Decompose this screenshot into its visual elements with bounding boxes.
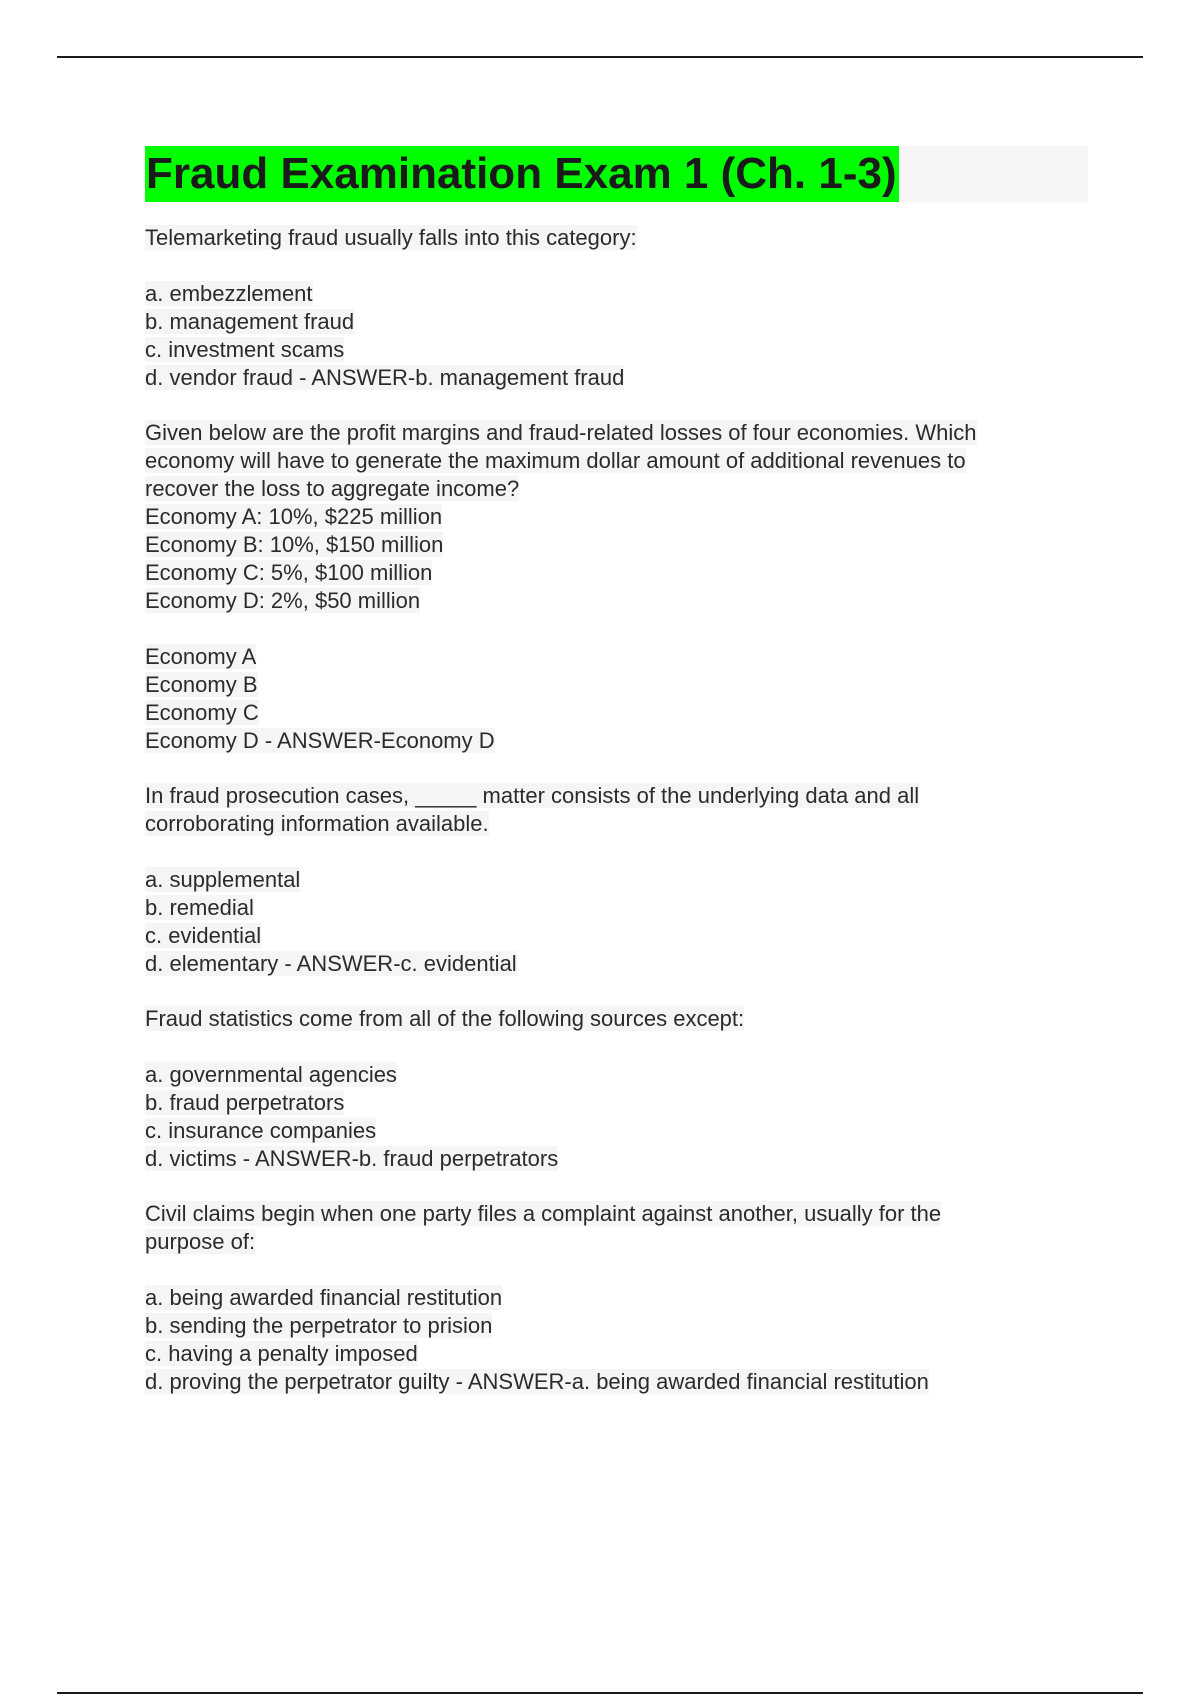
question-text-line: purpose of: xyxy=(145,1229,256,1254)
question-text-line: Given below are the profit margins and fraud-related losses of four economies. Which xyxy=(145,420,977,445)
option-line: Economy C xyxy=(145,700,259,725)
question-text-line: Telemarketing fraud usually falls into this category: xyxy=(145,225,637,250)
question-text-line: corroborating information available. xyxy=(145,811,489,836)
footer-rule xyxy=(57,1692,1143,1694)
option-line: a. supplemental xyxy=(145,867,301,892)
question-text-line: economy will have to generate the maximum dollar amount of additional revenues to xyxy=(145,448,966,473)
option-line: b. fraud perpetrators xyxy=(145,1090,345,1115)
question-text-line: Economy B: 10%, $150 million xyxy=(145,532,444,557)
question-block xyxy=(145,224,1088,392)
option-line: c. evidential xyxy=(145,923,262,948)
question-text-line: In fraud prosecution cases, _____ matter consists of the underlying data and all xyxy=(145,783,920,808)
option-answer-line: d. vendor fraud - ANSWER-b. management fraud xyxy=(145,365,625,390)
option-line: b. remedial xyxy=(145,895,254,920)
option-line: a. governmental agencies xyxy=(145,1062,397,1087)
header-rule xyxy=(57,56,1143,58)
question-block xyxy=(145,419,1088,755)
option-answer-line: d. victims - ANSWER-b. fraud perpetrators xyxy=(145,1146,559,1171)
document-body xyxy=(145,146,1088,1423)
document-title: Fraud Examination Exam 1 (Ch. 1-3) xyxy=(145,146,899,202)
option-line: c. insurance companies xyxy=(145,1118,377,1143)
option-answer-line: d. elementary - ANSWER-c. evidential xyxy=(145,951,517,976)
question-text-line: Civil claims begin when one party files a complaint against another, usually for the xyxy=(145,1201,942,1226)
question-text-line: Economy D: 2%, $50 million xyxy=(145,588,421,613)
option-line: c. having a penalty imposed xyxy=(145,1341,418,1366)
option-line: b. management fraud xyxy=(145,309,355,334)
question-block xyxy=(145,1005,1088,1173)
option-line: b. sending the perpetrator to prision xyxy=(145,1313,493,1338)
question-text-line: Economy A: 10%, $225 million xyxy=(145,504,443,529)
option-line: a. being awarded financial restitution xyxy=(145,1285,503,1310)
question-text-line: recover the loss to aggregate income? xyxy=(145,476,520,501)
question-text-line: Fraud statistics come from all of the following sources except: xyxy=(145,1006,745,1031)
question-text-line: Economy C: 5%, $100 million xyxy=(145,560,433,585)
option-line: a. embezzlement xyxy=(145,281,313,306)
option-line: c. investment scams xyxy=(145,337,345,362)
question-block xyxy=(145,1200,1088,1396)
option-answer-line: Economy D - ANSWER-Economy D xyxy=(145,728,495,753)
title-bar xyxy=(145,146,1088,202)
question-block xyxy=(145,782,1088,978)
option-answer-line: d. proving the perpetrator guilty - ANSWER-a. being awarded financial restitution xyxy=(145,1369,929,1394)
option-line: Economy B xyxy=(145,672,258,697)
option-line: Economy A xyxy=(145,644,257,669)
